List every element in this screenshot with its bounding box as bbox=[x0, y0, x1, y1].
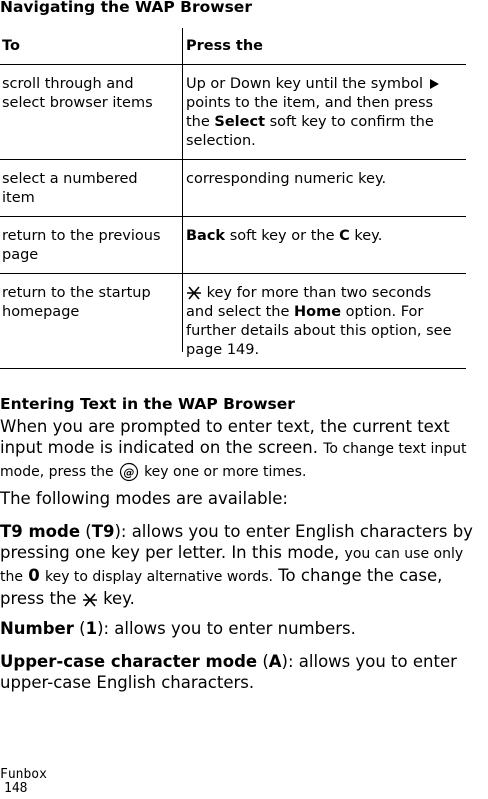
paragraph-text: key one or more times. bbox=[144, 464, 307, 480]
number-mode-label: Number bbox=[0, 619, 74, 638]
row-key bbox=[180, 65, 466, 160]
star-key-icon bbox=[82, 593, 98, 607]
svg-text:@: @ bbox=[123, 465, 135, 479]
row-key-text: option. For further details about this option, see page 149. bbox=[186, 304, 452, 358]
paragraph-text: : allows you to enter upper-case English characters. bbox=[0, 652, 457, 692]
paragraph-text: To change text input mode, press the bbox=[0, 441, 467, 480]
row-key-text: points to the item, and then press the bbox=[186, 95, 434, 130]
input-mode-key-icon bbox=[119, 462, 139, 482]
home-option-label: Home bbox=[294, 304, 342, 320]
t9-mode-code: T9 bbox=[91, 522, 115, 541]
paragraph-text: When you are prompted to enter text, the current text input mode is indicated on the screen. bbox=[0, 417, 450, 457]
t9-mode-label: T9 mode bbox=[0, 522, 81, 541]
select-key-label: Select bbox=[214, 114, 266, 130]
uppercase-mode-label: Upper-case character mode bbox=[0, 652, 258, 671]
footer-brand: Funbox bbox=[0, 767, 47, 782]
row-action: scroll through and select browser items bbox=[0, 65, 180, 160]
star-key-icon bbox=[186, 286, 202, 300]
paragraph-text: key to display alternative words. bbox=[44, 569, 274, 585]
section-title-entering-text: Entering Text in the WAP Browser bbox=[0, 395, 295, 413]
paragraph-t9-mode: T9 mode (T9): allows you to enter English characters by pressing one key per letter. In this mode, you can use only the 0 key to display alternative words. To change the case, press the key. bbox=[0, 522, 473, 608]
paragraph-text: : allows you to enter English characters by pressing one key per letter. In this mode, bbox=[0, 522, 473, 562]
number-mode-code: 1 bbox=[85, 619, 98, 638]
paragraph-text: : allows you to enter numbers. bbox=[103, 619, 356, 638]
row-key: corresponding numeric key. bbox=[180, 160, 466, 217]
row-key-text: soft key to confirm the selection. bbox=[186, 114, 434, 149]
row-action: return to the previous page bbox=[0, 217, 180, 274]
row-action: return to the startup homepage bbox=[0, 274, 180, 369]
table-row bbox=[0, 160, 466, 217]
c-key-label: C bbox=[339, 228, 350, 244]
pointer-triangle-icon bbox=[428, 78, 440, 90]
row-key-text: key. bbox=[354, 228, 383, 244]
paragraph-number-mode: Number (1): allows you to enter numbers. bbox=[0, 619, 356, 638]
paragraph-text: key. bbox=[103, 589, 135, 608]
paragraph-text: To change the case, press the bbox=[0, 566, 443, 608]
row-key bbox=[180, 217, 466, 274]
page-number: 148 bbox=[4, 781, 28, 796]
uppercase-mode-code: A bbox=[268, 652, 282, 671]
row-key-text: Up or Down key until the symbol bbox=[186, 76, 424, 92]
table-row bbox=[0, 274, 466, 369]
table-header-row bbox=[0, 28, 466, 65]
paragraph-text: you can use only the bbox=[0, 546, 464, 585]
header-to: To bbox=[2, 38, 20, 54]
row-key-text: soft key or the bbox=[229, 228, 335, 244]
paragraph-prompt bbox=[0, 416, 488, 483]
paragraph-modes-intro: The following modes are available: bbox=[0, 489, 288, 508]
table-row bbox=[0, 65, 466, 160]
section-title-navigating: Navigating the WAP Browser bbox=[0, 0, 252, 16]
row-key-text: key for more than two seconds and select the bbox=[186, 285, 432, 320]
back-key-label: Back bbox=[186, 228, 226, 244]
navigation-table bbox=[0, 28, 466, 369]
row-key bbox=[180, 274, 466, 369]
header-press-the: Press the bbox=[186, 38, 264, 54]
zero-key-label: 0 bbox=[28, 566, 40, 585]
page-footer bbox=[0, 768, 47, 796]
row-action: select a numbered item bbox=[0, 160, 180, 217]
table-row bbox=[0, 217, 466, 274]
paragraph-uppercase-mode: Upper-case character mode (A): allows you to enter upper-case English characters. bbox=[0, 652, 457, 692]
